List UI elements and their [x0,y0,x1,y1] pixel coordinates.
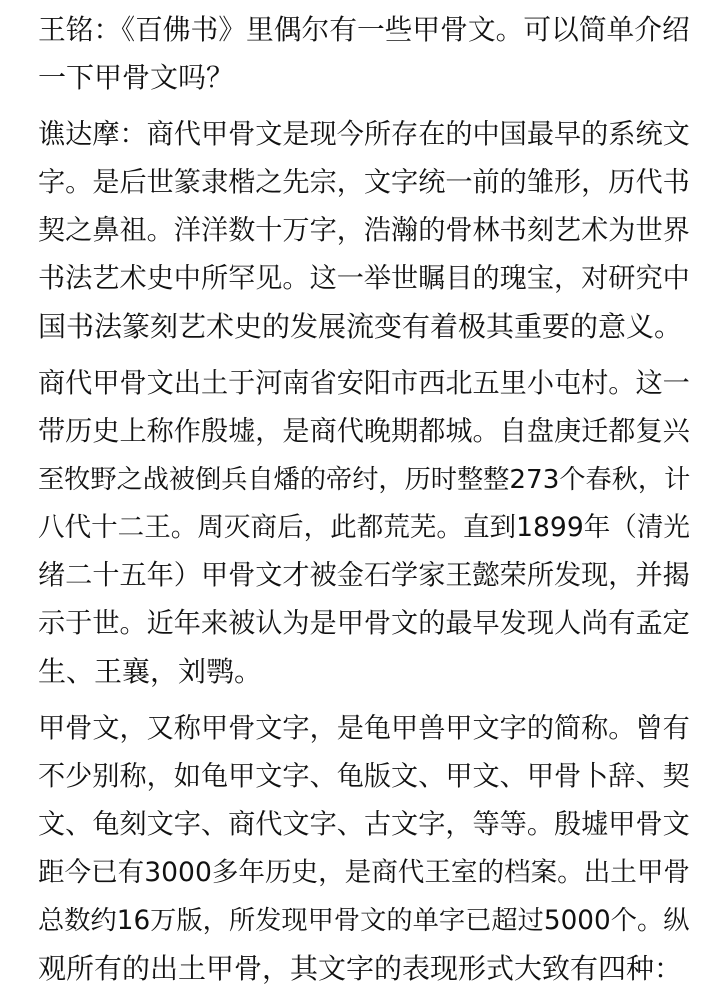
text-line: 甲骨文，又称甲骨文字，是龟甲兽甲文字的简称。曾有 [38,713,690,744]
paragraph-interview-answer [38,111,690,351]
text-line: 王铭：《百佛书》里偶尔有一些甲骨文。可以简单介绍 [38,13,690,46]
paragraph-discovery-history [38,360,690,696]
text-line: 示于世。近年来被认为是甲骨文的最早发现人尚有孟定 [38,608,690,639]
article-body [38,6,690,1002]
text-line: 不少别称，如龟甲文字、龟版文、甲文、甲骨卜辞、契 [38,761,690,792]
text-line: 书法艺术史中所罕见。这一举世瞩目的瑰宝，对研究中 [38,263,690,294]
text-line: 带历史上称作殷墟，是商代晚期都城。自盘庚迁都复兴 [38,416,690,447]
text-line: 字。是后世篆隶楷之先宗，文字统一前的雏形，历代书 [38,167,690,198]
text-line: 生、王襄，刘鹗。 [38,655,263,688]
text-line: 契之鼻祖。洋洋数十万字，浩瀚的骨林书刻艺术为世界 [38,215,690,246]
text-line: 一下甲骨文吗？ [38,61,235,94]
text-line: 国书法篆刻艺术史的发展流变有着极其重要的意义。 [38,310,683,343]
text-line: 距今已有3000多年历史，是商代王室的档案。出土甲骨 [38,857,690,888]
text-line: 谯达摩：商代甲骨文是现今所存在的中国最早的系统文 [38,119,690,150]
paragraph-interview-question [38,6,690,102]
text-line: 总数约16万版，所发现甲骨文的单字已超过5000个。纵 [38,906,690,936]
text-line: 绪二十五年）甲骨文才被金石学家王懿荣所发现，并揭 [38,560,690,591]
text-line: 商代甲骨文出土于河南省安阳市西北五里小屯村。这一 [38,368,690,399]
paragraph-definition [38,705,690,993]
text-line: 文、龟刻文字、商代文字、古文字，等等。殷墟甲骨文 [38,809,690,840]
text-line: 至牧野之战被倒兵自燔的帝纣，历时整整273个春秋，计 [38,465,691,495]
text-line: 八代十二王。周灭商后，此都荒芜。直到1899年（清光 [38,512,690,543]
text-line: 观所有的出土甲骨，其文字的表现形式大致有四种： [38,952,683,985]
